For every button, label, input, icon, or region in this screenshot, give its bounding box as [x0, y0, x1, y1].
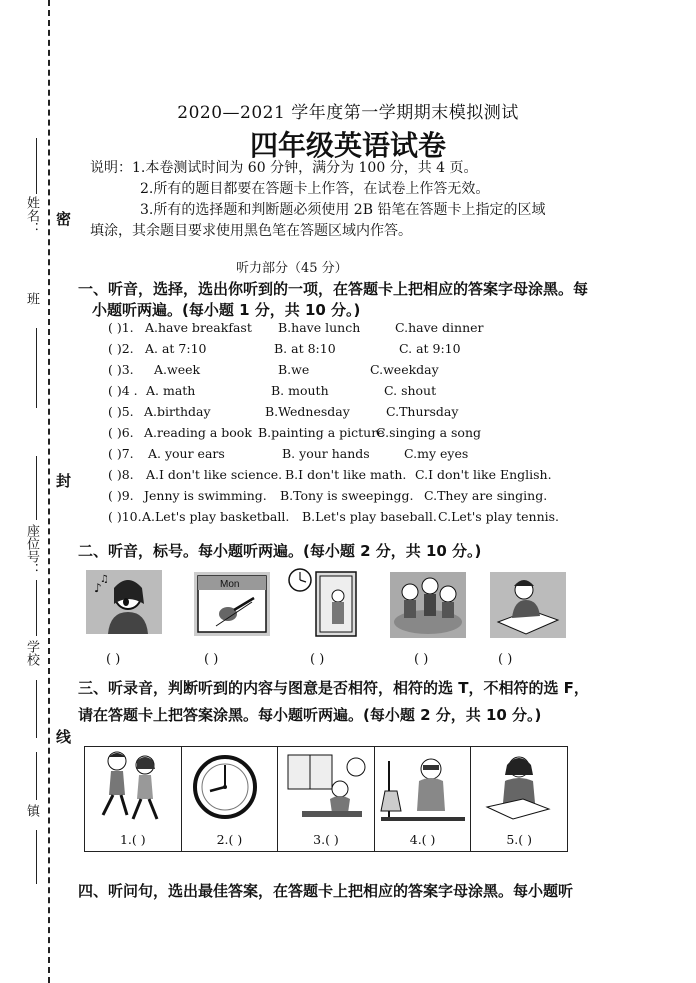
section3-picture-table — [84, 746, 568, 852]
question-number: ( )1. — [108, 320, 134, 335]
answer-option: B.we — [278, 362, 310, 377]
answer-option: B. your hands — [282, 446, 370, 461]
question-number: ( )9. — [108, 488, 134, 503]
question-row — [108, 425, 668, 443]
section1-title-a: 一、听音，选择，选出你听到的一项，在答题卡上把相应的答案字母涂黑。每 — [78, 280, 589, 298]
class-label: 班 — [24, 292, 39, 305]
question-row — [108, 383, 668, 401]
answer-option: A.Let's play basketball. — [142, 509, 290, 524]
answer-option: B. at 8:10 — [274, 341, 336, 356]
table-cell-2 — [182, 747, 279, 851]
table-label-5: 5.( ) — [506, 832, 532, 847]
question-row — [108, 362, 668, 380]
answer-option: A.birthday — [144, 404, 211, 419]
answer-option: B.Wednesday — [265, 404, 350, 419]
people-at-table-picture — [390, 572, 466, 638]
question-row — [108, 404, 668, 422]
seal-feng: 封 — [56, 472, 72, 490]
section4-title: 四、听问句，选出最佳答案，在答题卡上把相应的答案字母涂黑。每小题听 — [78, 882, 574, 900]
answer-blank: ( ) — [310, 652, 325, 667]
question-row — [108, 341, 668, 359]
table-cell-4 — [375, 747, 472, 851]
answer-option: B.have lunch — [278, 320, 361, 335]
seat-underline — [36, 456, 37, 520]
answer-option: A.reading a book — [144, 425, 252, 440]
school-label: 学校 — [24, 640, 39, 666]
question-row — [108, 446, 668, 464]
question-row — [108, 467, 668, 485]
listening-header: 听力部分（45 分） — [236, 261, 348, 276]
table-label-2: 2.( ) — [216, 832, 243, 847]
exam-title: 2020—2021 学年度第一学期期末模拟测试 — [177, 103, 519, 123]
answer-option: A.have breakfast — [145, 320, 252, 335]
question-row — [108, 509, 668, 527]
table-cell-5 — [471, 747, 567, 851]
answer-option: A. your ears — [148, 446, 225, 461]
name-label: 姓名： — [24, 196, 39, 235]
answer-option: C.They are singing. — [424, 488, 548, 503]
answer-blank: ( ) — [414, 652, 429, 667]
school-underline — [36, 580, 37, 636]
question-number: ( )2. — [108, 341, 134, 356]
table-cell-1 — [85, 747, 182, 851]
boy-eating-picture — [282, 751, 372, 827]
answer-option: B.Let's play baseball. — [302, 509, 437, 524]
question-number: ( )3. — [108, 362, 134, 377]
answer-option: C.weekday — [370, 362, 439, 377]
section3-title-b: 请在答题卡上把答案涂黑。每小题听两遍。(每小题 2 分，共 10 分。) — [78, 706, 542, 724]
answer-option: B.I don't like math. — [285, 467, 407, 482]
running-kids-picture — [91, 749, 175, 827]
svg-text:♪: ♪ — [94, 581, 102, 595]
class-underline — [36, 328, 37, 408]
question-number: ( )4 . — [108, 383, 138, 398]
answer-option: Jenny is swimming. — [144, 488, 267, 503]
section3-title-a: 三、听录音，判断听到的内容与图意是否相符，相符的选 T，不相符的选 F， — [78, 679, 589, 697]
town-underline — [36, 752, 37, 800]
answer-option: B.Tony is sweepingg. — [280, 488, 414, 503]
table-label-1: 1.( ) — [119, 832, 146, 847]
question-number: ( )5. — [108, 404, 134, 419]
answer-blank: ( ) — [106, 652, 121, 667]
seal-mi: 密 — [56, 210, 72, 228]
answer-option: C.singing a song — [376, 425, 481, 440]
answer-option: B. mouth — [271, 383, 329, 398]
wall-clock-picture — [190, 751, 260, 825]
question-row — [108, 488, 668, 506]
answer-option: A. math — [146, 383, 196, 398]
note-line-2: 2.所有的题目都要在答题卡上作答，在试卷上作答无效。 — [140, 181, 490, 197]
singing-girl-picture — [86, 570, 162, 634]
question-number: ( )7. — [108, 446, 134, 461]
girl-painting-picture — [477, 751, 561, 827]
answer-blank: ( ) — [204, 652, 219, 667]
answer-option: C.I don't like English. — [415, 467, 552, 482]
exam-subtitle: 四年级英语试卷 — [249, 129, 446, 162]
table-cell-3 — [278, 747, 375, 851]
monday-violin-picture — [194, 572, 270, 636]
school-underline-2 — [36, 680, 37, 738]
girl-drawing-picture — [490, 572, 566, 638]
question-number: ( )10. — [108, 509, 142, 524]
table-label-4: 4.( ) — [409, 832, 436, 847]
answer-option: A.week — [154, 362, 201, 377]
answer-option: A.I don't like science. — [146, 467, 283, 482]
answer-blank: ( ) — [498, 652, 513, 667]
answer-option: C.my eyes — [404, 446, 469, 461]
clock-door-picture — [286, 566, 362, 638]
science-experiment-picture — [379, 751, 467, 827]
note-line-3: 3.所有的选择题和判断题必须使用 2B 铅笔在答题卡上指定的区域 — [140, 202, 546, 218]
town-label: 镇 — [24, 804, 39, 817]
section2-title: 二、听音，标号。每小题听两遍。(每小题 2 分，共 10 分。) — [78, 542, 482, 560]
note-line-1: 说明：1.本卷测试时间为 60 分钟，满分为 100 分，共 4 页。 — [90, 160, 478, 176]
answer-option: C.have dinner — [395, 320, 484, 335]
answer-option: A. at 7:10 — [145, 341, 207, 356]
answer-option: C.Let's play tennis. — [438, 509, 560, 524]
answer-option: B.painting a picture — [258, 425, 385, 440]
svg-text:♫: ♫ — [100, 574, 109, 585]
question-number: ( )8. — [108, 467, 134, 482]
town-underline-2 — [36, 830, 37, 884]
answer-option: C. shout — [384, 383, 437, 398]
answer-option: C. at 9:10 — [399, 341, 461, 356]
question-number: ( )6. — [108, 425, 134, 440]
section1-title-b: 小题听两遍。(每小题 1 分，共 10 分。) — [92, 301, 361, 319]
seal-xian: 线 — [56, 728, 72, 746]
seat-label: 座位号： — [24, 524, 39, 576]
answer-option: C.Thursday — [386, 404, 459, 419]
table-label-3: 3.( ) — [313, 832, 339, 847]
mon-label: Mon — [220, 579, 240, 590]
note-line-4: 填涂，其余题目要求使用黑色笔在答题区域内作答。 — [90, 223, 412, 239]
question-row — [108, 320, 668, 338]
